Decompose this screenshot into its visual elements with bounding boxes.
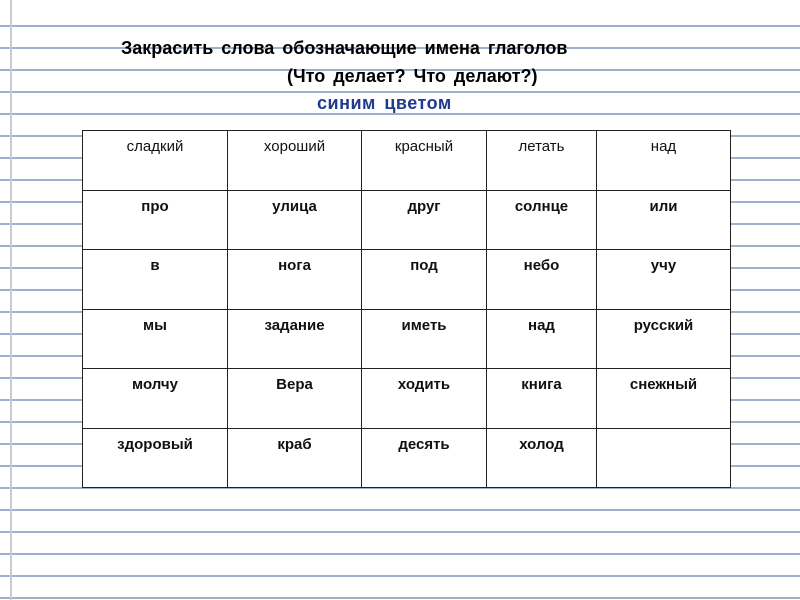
word-table bbox=[82, 130, 731, 488]
word-cell[interactable]: в bbox=[83, 250, 228, 310]
word-cell[interactable]: холод bbox=[487, 428, 597, 488]
word-cell[interactable]: Вера bbox=[228, 369, 362, 429]
word-cell[interactable]: друг bbox=[362, 190, 487, 250]
word-cell[interactable]: мы bbox=[83, 309, 228, 369]
task-instruction: Закрасить слова обозначающие имена глаголов bbox=[121, 38, 568, 58]
word-cell[interactable]: краб bbox=[228, 428, 362, 488]
table-row bbox=[83, 309, 731, 369]
word-cell[interactable]: нога bbox=[228, 250, 362, 310]
word-cell[interactable]: летать bbox=[487, 131, 597, 191]
word-cell[interactable]: красный bbox=[362, 131, 487, 191]
word-cell[interactable]: задание bbox=[228, 309, 362, 369]
task-color-hint: синим цветом bbox=[317, 93, 452, 113]
word-cell[interactable]: солнце bbox=[487, 190, 597, 250]
word-cell[interactable]: под bbox=[362, 250, 487, 310]
word-cell[interactable]: про bbox=[83, 190, 228, 250]
table-row bbox=[83, 190, 731, 250]
word-cell[interactable]: русский bbox=[597, 309, 731, 369]
word-cell[interactable]: учу bbox=[597, 250, 731, 310]
word-cell[interactable]: снежный bbox=[597, 369, 731, 429]
task-question-hint: (Что делает? Что делают?) bbox=[287, 66, 538, 86]
margin-line bbox=[10, 0, 12, 600]
table-row bbox=[83, 428, 731, 488]
word-cell[interactable]: сладкий bbox=[83, 131, 228, 191]
word-cell[interactable]: книга bbox=[487, 369, 597, 429]
word-cell[interactable]: над bbox=[487, 309, 597, 369]
word-cell[interactable]: или bbox=[597, 190, 731, 250]
word-cell[interactable]: над bbox=[597, 131, 731, 191]
word-cell[interactable]: ходить bbox=[362, 369, 487, 429]
word-cell[interactable]: десять bbox=[362, 428, 487, 488]
word-cell[interactable]: здоровый bbox=[83, 428, 228, 488]
empty-cell[interactable] bbox=[597, 428, 731, 488]
word-cell[interactable]: улица bbox=[228, 190, 362, 250]
word-cell[interactable]: небо bbox=[487, 250, 597, 310]
table-row bbox=[83, 131, 731, 191]
word-cell[interactable]: молчу bbox=[83, 369, 228, 429]
word-cell[interactable]: иметь bbox=[362, 309, 487, 369]
table-row bbox=[83, 369, 731, 429]
table-row bbox=[83, 250, 731, 310]
word-cell[interactable]: хороший bbox=[228, 131, 362, 191]
